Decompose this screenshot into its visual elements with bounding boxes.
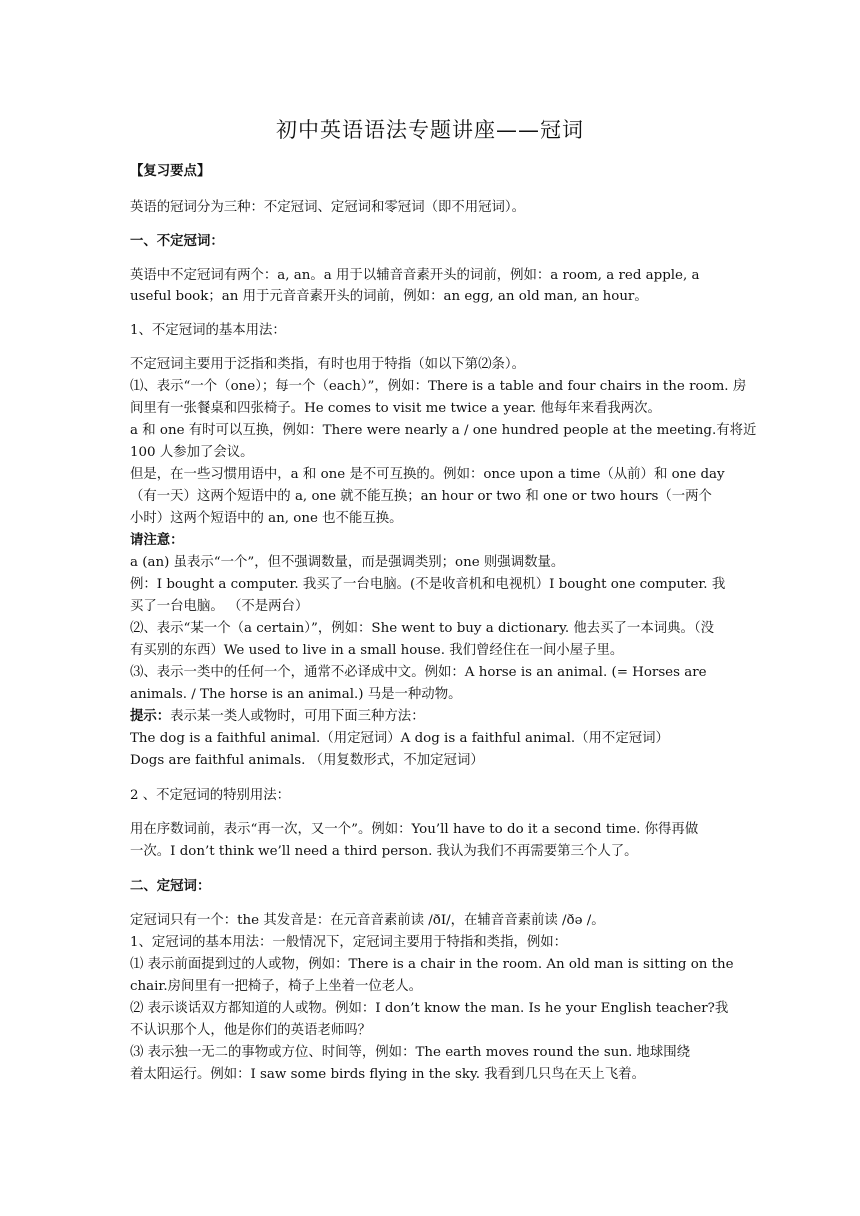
s2-body-line: chair.房间里有一把椅子，椅子上坐着一位老人。 bbox=[130, 979, 422, 994]
tip-text: 表示某一类人或物时，可用下面三种方法： bbox=[170, 709, 425, 724]
note-line: ⑵、表示“某一个（a certain）”，例如：She went to buy a dictionary. 他去买了一本词典。（没 bbox=[130, 621, 714, 636]
s2-body-line: 1、定冠词的基本用法：一般情况下，定冠词主要用于特指和类指，例如： bbox=[130, 935, 568, 950]
s1-body-line: a 和 one 有时可以互换，例如：There were nearly a / one hundred people at the meeting.有将近 bbox=[130, 423, 757, 438]
tip-body-line: Dogs are faithful animals. （用复数形式，不加定冠词） bbox=[130, 753, 484, 768]
tip-label: 提示： bbox=[130, 709, 171, 724]
note-label: 请注意： bbox=[130, 533, 184, 548]
note-line: 有买别的东西）We used to live in a small house. 我们曾经住在一间小屋子里。 bbox=[130, 643, 624, 658]
tip-line bbox=[130, 707, 730, 727]
s2-body-line: ⑵ 表示谈话双方都知道的人或物。例如：I don’t know the man. Is he your English teacher?我 bbox=[130, 1001, 729, 1016]
s2-body-line: ⑶ 表示独一无二的事物或方位、时间等，例如：The earth moves round the sun. 地球围绕 bbox=[130, 1045, 691, 1060]
s1-sub2-line: 一次。I don’t think we’ll need a third person. 我认为我们不再需要第三个人了。 bbox=[130, 844, 638, 859]
intro-paragraph: 英语的冠词分为三种：不定冠词、定冠词和零冠词（即不用冠词）。 bbox=[130, 200, 526, 215]
note-line: animals. / The horse is an animal.) 马是一种动物。 bbox=[130, 687, 462, 702]
page-title: 初中英语语法专题讲座——冠词 bbox=[276, 118, 584, 142]
s1-sub2-line: 用在序数词前，表示“再一次，又一个”。例如：You’ll have to do it a second time. 你得再做 bbox=[130, 822, 699, 837]
note-line: a (an) 虽表示“一个”，但不强调数量，而是强调类别；one 则强调数量。 bbox=[130, 555, 565, 570]
s1-paragraph-line: useful book；an 用于元音音素开头的词前，例如：an egg, an old man, an hour。 bbox=[130, 289, 648, 304]
s1-subheading-1: 1、不定冠词的基本用法： bbox=[130, 323, 286, 338]
note-line: ⑶、表示一类中的任何一个，通常不必译成中文。例如：A horse is an animal. (= Horses are bbox=[130, 665, 707, 680]
tip-body-line: The dog is a faithful animal.（用定冠词）A dog is a faithful animal.（用不定冠词） bbox=[130, 731, 669, 746]
s1-body-line: 不定冠词主要用于泛指和类指，有时也用于特指（如以下第⑵条）。 bbox=[130, 357, 526, 372]
s1-paragraph-line: 英语中不定冠词有两个：a, an。a 用于以辅音音素开头的词前，例如：a room, a red apple, a bbox=[130, 268, 700, 283]
s2-body-line: ⑴ 表示前面提到过的人或物，例如：There is a chair in the room. An old man is sitting on the bbox=[130, 957, 734, 972]
s2-body-line: 定冠词只有一个：the 其发音是：在元音音素前读 /ðI/，在辅音音素前读 /ðə /。 bbox=[130, 913, 605, 928]
s2-body-line: 不认识那个人，他是你们的英语老师吗？ bbox=[130, 1023, 372, 1038]
s1-subheading-2: 2 、不定冠词的特别用法： bbox=[130, 788, 291, 803]
review-heading: 【复习要点】 bbox=[130, 164, 211, 179]
section2-heading: 二、定冠词： bbox=[130, 879, 211, 894]
s1-body-line: （有一天）这两个短语中的 a, one 就不能互换；an hour or two 和 one or two hours（一两个 bbox=[130, 489, 712, 504]
section1-heading: 一、不定冠词： bbox=[130, 234, 224, 249]
s1-body-line: 间里有一张餐桌和四张椅子。He comes to visit me twice a year. 他每年来看我两次。 bbox=[130, 401, 661, 416]
note-line: 买了一台电脑。 （不是两台） bbox=[130, 599, 309, 614]
s1-body-line: ⑴、表示“一个（one）；每一个（each）”，例如：There is a table and four chairs in the room. 房 bbox=[130, 379, 747, 394]
note-line: 例：I bought a computer. 我买了一台电脑。(不是收音机和电视机）I bought one computer. 我 bbox=[130, 577, 726, 592]
s1-body-line: 小时）这两个短语中的 an, one 也不能互换。 bbox=[130, 511, 403, 526]
s2-body-line: 着太阳运行。例如：I saw some birds flying in the sky. 我看到几只鸟在天上飞着。 bbox=[130, 1067, 645, 1082]
s1-body-line: 100 人参加了会议。 bbox=[130, 445, 254, 460]
s1-body-line: 但是，在一些习惯用语中，a 和 one 是不可互换的。例如：once upon a time（从前）和 one day bbox=[130, 467, 725, 482]
